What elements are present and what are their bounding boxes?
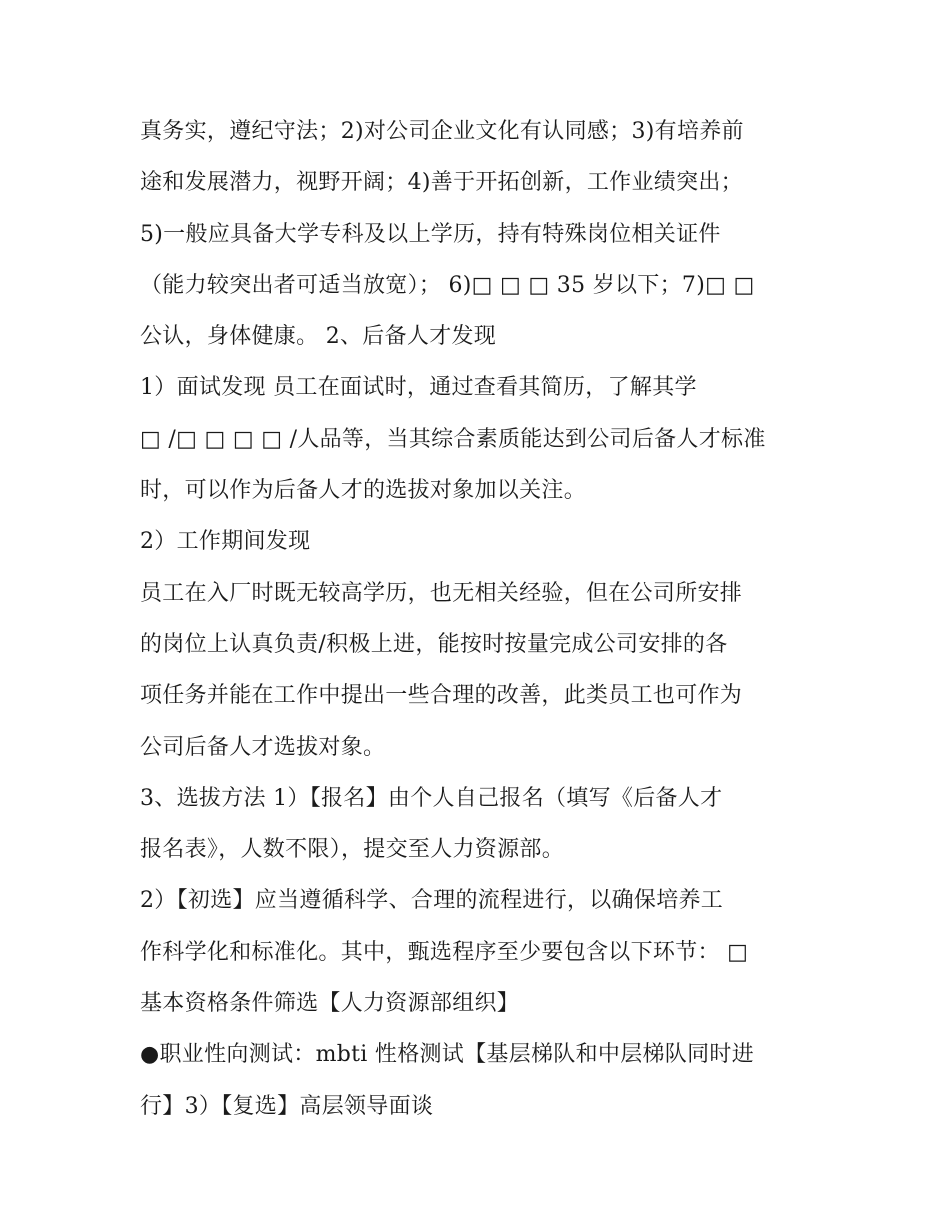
text-line: 基本资格条件筛选【人力资源部组织】 [140,991,520,1017]
text-line: 2）【初选】应当遵循科学、合理的流程进行，以确保培养工 [140,888,724,914]
text-line: 5)一般应具备大学专科及以上学历，持有特殊岗位相关证件 [140,221,721,247]
text-line: （能力较突出者可适当放宽）； 6)□ □ □ 35 岁以下；7)□ □ [140,272,755,298]
text-line: 的岗位上认真负责/积极上进，能按时按量完成公司安排的各 [140,631,728,657]
document-body [140,112,820,1138]
text-line: □ /□ □ □ □ /人品等，当其综合素质能达到公司后备人才标准 [140,426,766,452]
text-line: 员工在入厂时既无较高学历，也无相关经验，但在公司所安排 [140,580,743,606]
text-line: 2）工作期间发现 [140,529,311,555]
text-line: 作科学化和标准化。其中，甄选程序至少要包含以下环节： □ [140,939,749,965]
text-line: ●职业性向测试：mbti 性格测试【基层梯队和中层梯队同时进 [140,1042,755,1068]
text-line: 行】3）【复选】高层领导面谈 [140,1093,434,1119]
text-line: 公认，身体健康。 2、后备人才发现 [140,324,497,350]
text-line: 项任务并能在工作中提出一些合理的改善，此类员工也可作为 [140,683,743,709]
text-line: 真务实，遵纪守法；2)对公司企业文化有认同感；3)有培养前 [140,119,744,144]
text-line: 3、选拔方法 1）【报名】由个人自己报名（填写《后备人才 [140,785,723,811]
text-line: 公司后备人才选拔对象。 [140,734,386,760]
text-line: 报名表》，人数不限），提交至人力资源部。 [140,837,565,863]
text-line: 途和发展潜力，视野开阔；4)善于开拓创新，工作业绩突出； [140,170,743,196]
text-line: 1）面试发现 员工在面试时，通过查看其简历，了解其学 [140,375,697,401]
text-line: 时，可以作为后备人才的选拔对象加以关注。 [140,478,587,504]
